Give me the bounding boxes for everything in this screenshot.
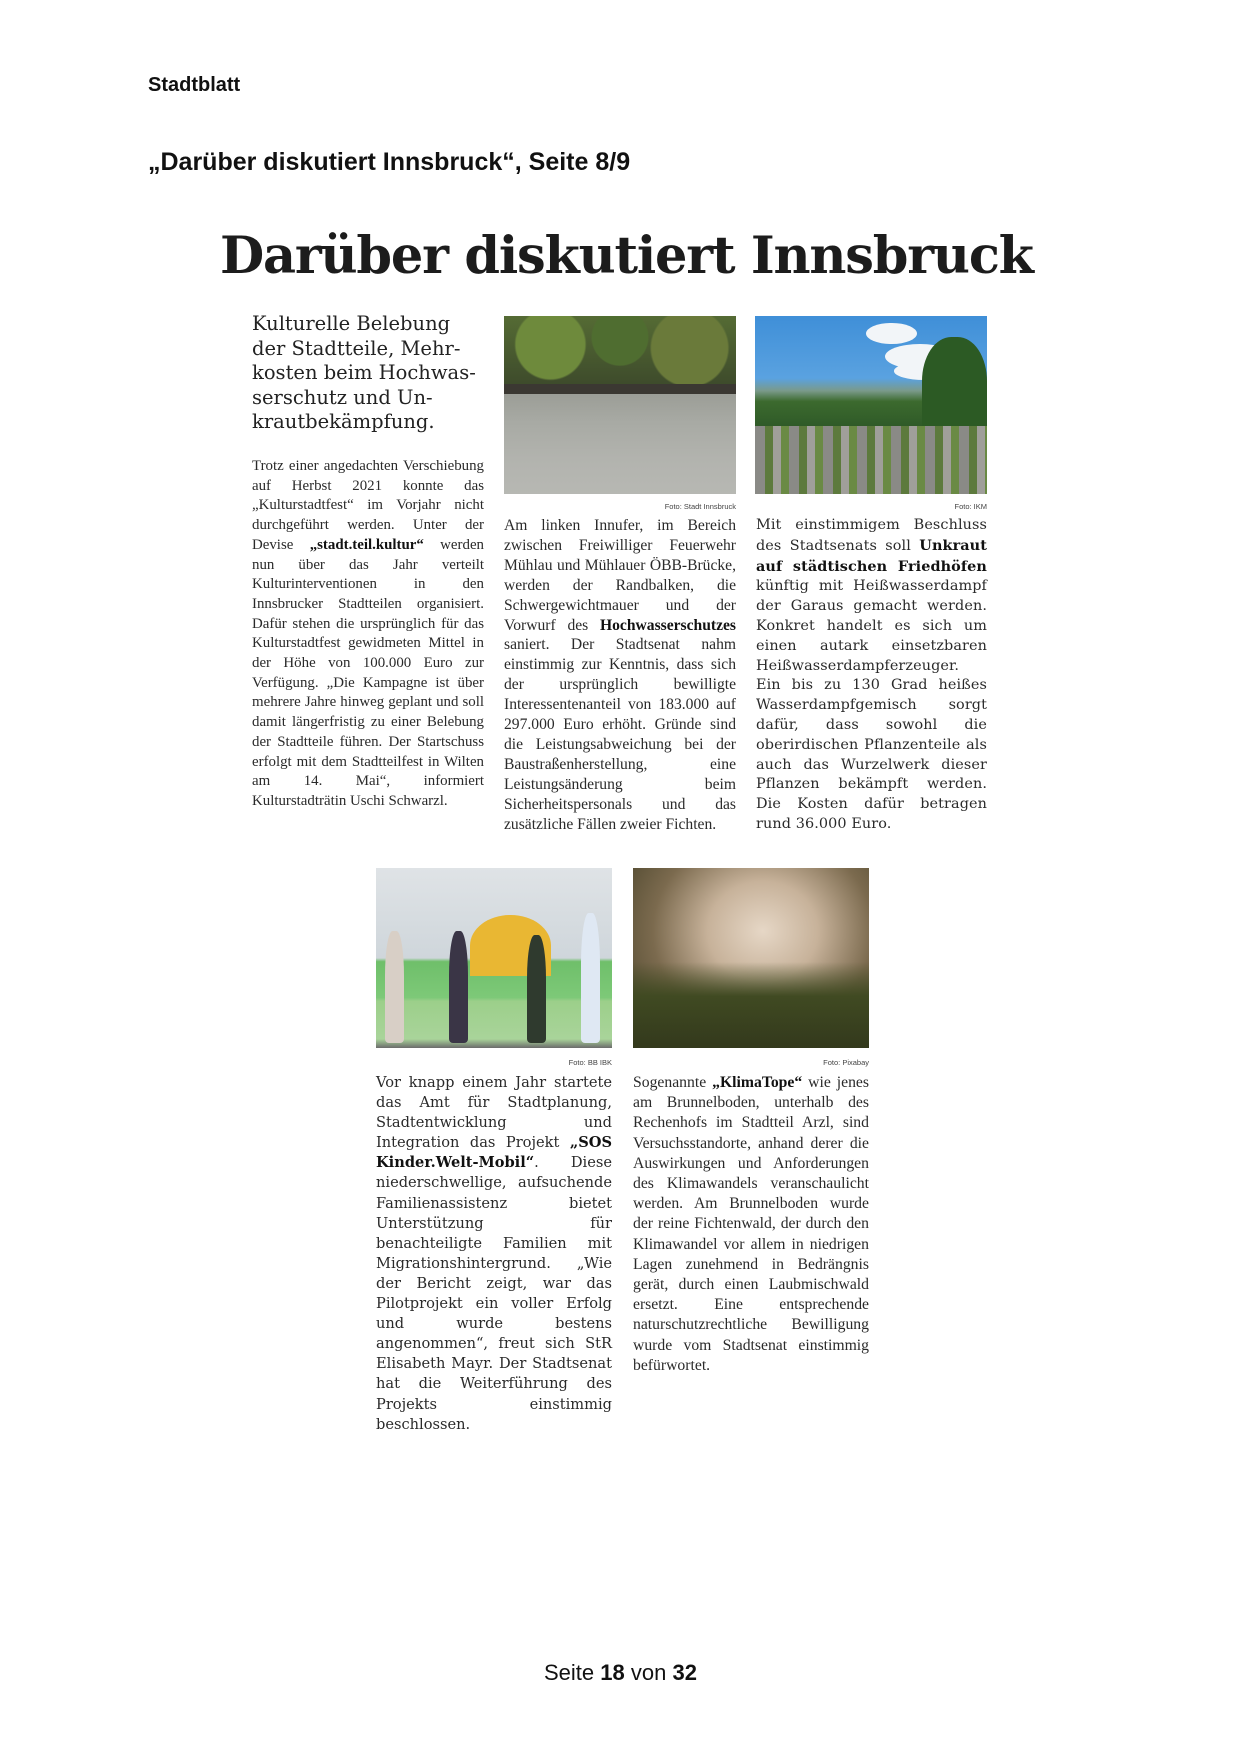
page-mid: von [630, 1660, 667, 1685]
page-total: 32 [672, 1660, 697, 1685]
river-photo [504, 316, 736, 494]
person-detail [449, 931, 468, 1043]
group-photo [376, 868, 612, 1048]
highlight-text: „SOS Kinder.Welt-Mobil“ [376, 1134, 612, 1172]
gravestones-detail [755, 426, 987, 494]
photo-credit-klima: Foto: Pixabay [823, 1058, 869, 1067]
body-text: künftig mit Heißwasserdampf der Garaus gemacht werden. Konkret handelt es sich um einen autark einsetzbaren Heißwasserdampferzeuger. Ein bis zu 130 Grad heißes Wasserdampfgemisch sorgt dafür, dass sowohl die oberirdischen Pflanzenteile als auch das Wurzelwerk dieser Pflanzen bekämpft werden. Die Kosten dafür betragen rund 36.000 Euro. [756, 578, 987, 832]
body-text: werden nun über das Jahr verteilt Kulturinterventionen in den Innsbrucker Stadtteilen organisiert. Dafür stehen die ursprünglich für das Kulturstadtfest gewidmeten Mittel in der Höhe von 100.000 Euro zur Verfügung. „Die Kampagne ist über mehrere Jahre hinweg geplant und soll damit längerfristig zu einer Belebung der Stadtteile führen. Der Startschuss erfolgt mit dem Stadtteilfest in Wilten am 14. Mai“, informiert Kulturstadträtin Uschi Schwarzl. [252, 536, 485, 809]
clipping-title: „Darüber diskutiert Innsbruck“, Seite 8/9 [148, 148, 631, 176]
body-text: . Diese niederschwellige, aufsuchende Familienassistenz bietet Unterstützung für benachteiligte Familien mit Migrationshintergrund. „Wie der Bericht zeigt, war das Pilotprojekt ein voller Erfolg und wurde bestens angenommen“, freut sich StR Elisabeth Mayr. Der Stadtsenat hat die Weiterführung des Projekts einstimmig beschlossen. [376, 1154, 612, 1433]
section-unkraut-text [756, 516, 987, 835]
tree-detail [922, 337, 987, 435]
photo-credit-sos: Foto: BB IBK [568, 1058, 612, 1067]
highlight-text: „KlimaTope“ [712, 1074, 803, 1091]
section-klima-text [633, 1073, 869, 1376]
body-text: Vor knapp einem Jahr startete das Amt für Stadtplanung, Stadtentwicklung und Integration das Projekt [376, 1074, 612, 1152]
body-text: Am linken Innufer, im Bereich zwischen Freiwilliger Feuerwehr Mühlau und Mühlauer ÖBB-Brücke, werden der Randbalken, die Schwergewichtmauer und der Vorwurf des [504, 517, 736, 634]
photo-credit-unkraut: Foto: IKM [954, 502, 987, 511]
river-bank-detail [504, 384, 736, 395]
page-number [0, 1660, 1241, 1686]
page-prefix: Seite [544, 1660, 595, 1685]
section-sos-text [376, 1073, 612, 1435]
body-text: saniert. Der Stadtsenat nahm einstimmig zur Kenntnis, dass sich der ursprünglich bewilligte Interessentenanteil von 183.000 auf 297.000 Euro erhöht. Gründe sind die Leistungsabweichung bei der Baustraßenherstellung, eine Leistungsänderung beim Sicherheitspersonals und das zusätzliche Fällen zweier Fichten. [504, 636, 736, 833]
person-detail [581, 913, 600, 1043]
person-detail [527, 935, 546, 1043]
cloud-detail [866, 323, 917, 344]
section-kultur-text [252, 457, 484, 812]
highlight-text: „stadt.teil.kultur“ [309, 536, 424, 553]
river-trees-detail [504, 316, 736, 387]
body-text: Mit einstimmigem Beschluss des Stadtsenats soll [756, 517, 987, 554]
forest-fog-photo [633, 868, 869, 1048]
highlight-text: Hochwasserschutzes [600, 616, 736, 634]
body-text: Sogenannte [633, 1074, 713, 1091]
highlight-text: Unkraut auf städtischen Friedhöfen [756, 536, 987, 575]
article-headline: Darüber diskutiert Innsbruck [220, 226, 1033, 286]
person-detail [385, 931, 404, 1043]
page-current: 18 [600, 1660, 625, 1685]
section-hochwasser-text [504, 516, 736, 835]
photo-credit-hochwasser: Foto: Stadt Innsbruck [664, 502, 736, 511]
article-lead: Kulturelle Belebung der Stadtteile, Mehr-kosten beim Hochwas-serschutz und Un-krautbekämpfung. [252, 312, 476, 433]
cemetery-photo [755, 316, 987, 494]
publication-name: Stadtblatt [148, 74, 241, 96]
forest-trees-detail [633, 962, 869, 1048]
body-text: wie jenes am Brunnelboden, unterhalb des Rechenhofs im Stadtteil Arzl, sind Versuchsstandorte, anhand derer die Auswirkungen und Anforderungen des Klimawandels veranschaulicht werden. Am Brunnelboden wurde der reine Fichtenwald, der durch den Klimawandel vor allem in niedrigen Lagen zunehmend in Bedrängnis gerät, durch einen Laubmischwald ersetzt. Eine entsprechende naturschutzrechtliche Bewilligung wurde vom Stadtsenat einstimmig befürwortet. [633, 1074, 869, 1374]
body-text: Trotz einer angedachten Verschiebung auf Herbst 2021 konnte das „Kulturstadtfest“ im Vorjahr nicht durchgeführt werden. Unter der Devise [252, 458, 484, 553]
